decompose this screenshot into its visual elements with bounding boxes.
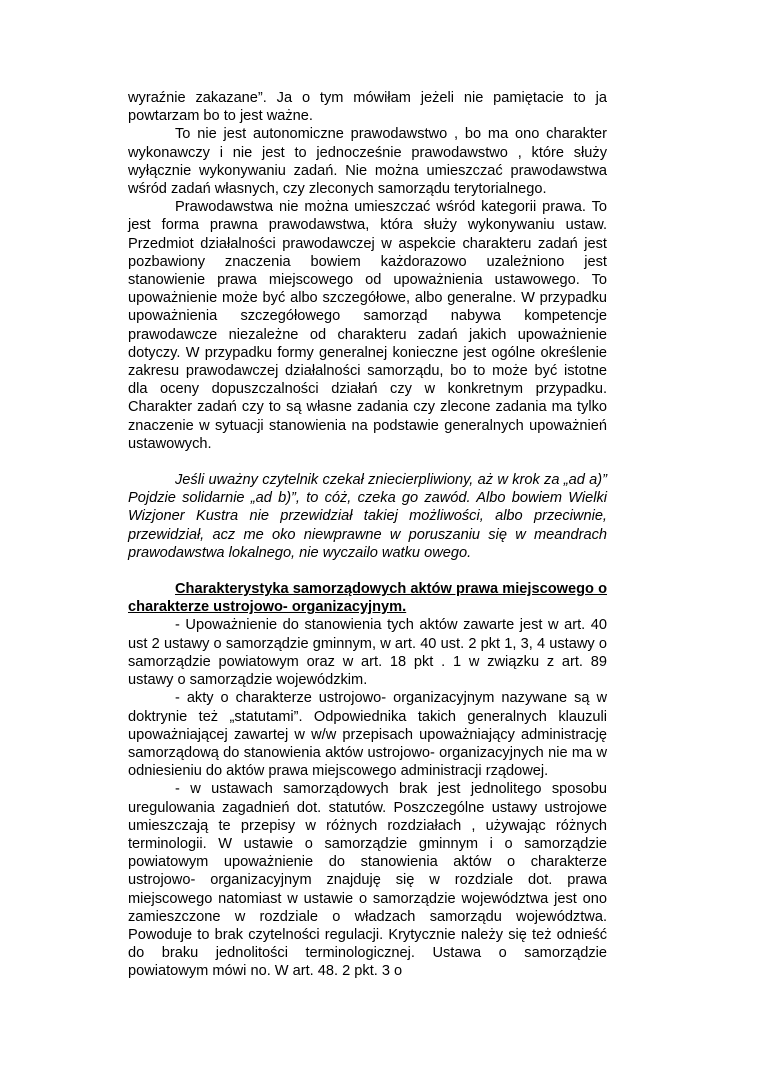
- paragraph-5: - Upoważnienie do stanowienia tych aktów zawarte jest w art. 40 ust 2 ustawy o samorządzie gminnym, w art. 40 ust. 2 pkt 1, 3, 4 ustawy o samorządzie powiatowym oraz w art. 18 pkt . 1 w związku z art. 89 ustawy o samorządzie wojewódzkim.: [128, 617, 607, 689]
- paragraph-6: - akty o charakterze ustrojowo- organizacyjnym nazywane są w doktrynie też „statutami”. Odpowiednika takich generalnych klauzuli upoważniającej zawartej w w/w przepisach upoważniający administrację samorządową do stanowienia aktów ustrojowo- organizacyjnych nie ma w odniesieniu do aktów prawa miejscowego administracji rządowej.: [128, 690, 607, 780]
- paragraph-1: wyraźnie zakazane”. Ja o tym mówiłam jeżeli nie pamiętacie to ja powtarzam bo to jest ważne.: [128, 90, 607, 125]
- paragraph-2: To nie jest autonomiczne prawodawstwo , bo ma ono charakter wykonawczy i nie jest to jednocześnie prawodawstwo , które służy wyłącznie wykonywaniu zadań. Nie można umieszczać prawodawstwa wśród zadań własnych, czy zleconych samorządu terytorialnego.: [128, 126, 607, 198]
- paragraph-7: - w ustawach samorządowych brak jest jednolitego sposobu uregulowania zagadnień dot. statutów. Poszczególne ustawy ustrojowe umieszczają te przepisy w różnych rozdziałach , używając różnych terminologii. W ustawie o samorządzie gminnym i o samorządzie powiatowym upoważnienie do stanowienia aktów o charakterze ustrojowo- organizacyjnym znajduję się w rozdziale dot. prawa miejscowego natomiast w ustawie o samorządzie województwa jest ono zamieszczone w rozdziale o władzach samorządu województwa. Powoduje to brak czytelności regulacji. Krytycznie należy się też odnieść do braku jednolitości terminologicznej. Ustawa o samorządzie powiatowym mówi no. W art. 48. 2 pkt. 3 o: [128, 781, 607, 980]
- paragraph-gap: [128, 453, 607, 471]
- document-body: [128, 89, 607, 981]
- paragraph-4-italic: Jeśli uważny czytelnik czekał zniecierpliwiony, aż w krok za „ad a)” Pojdzie solidarnie „ad b)”, to cóż, czeka go zawód. Albo bowiem Wielki Wizjoner Kustra nie przewidział takiej możliwości, albo przeciwnie, przewidział, acz me oko niewprawne w poruszaniu się w meandrach prawodawstwa lokalnego, nie wyczailo watku owego.: [128, 472, 607, 561]
- paragraph-gap: [128, 562, 607, 580]
- paragraph-3: Prawodawstwa nie można umieszczać wśród kategorii prawa. To jest forma prawna prawodawstwa, która służy wykonywaniu ustaw. Przedmiot działalności prawodawczej w aspekcie charakteru zadań jest pozbawiony znaczenia bowiem każdorazowo uzależniono jest stanowienie prawa miejscowego od upoważnienia ustawowego. To upoważnienie może być albo szczegółowe, albo generalne. W przypadku upoważnienia szczegółowego samorząd nabywa kompetencje prawodawcze niezależne od charakteru zadań jakich upoważnienie dotyczy. W przypadku formy generalnej konieczne jest ogólne określenie zakresu prawodawczej działalności samorządu, bo to może być istotne dla oceny dopuszczalności działań czy w konkretnym przypadku. Charakter zadań czy to są własne zadania czy zlecone zadania ma tylko znaczenie w sytuacji stanowienia na podstawie generalnych upoważnień ustawowych.: [128, 199, 607, 452]
- section-heading: Charakterystyka samorządowych aktów prawa miejscowego o charakterze ustrojowo- organizacyjnym.: [128, 581, 607, 616]
